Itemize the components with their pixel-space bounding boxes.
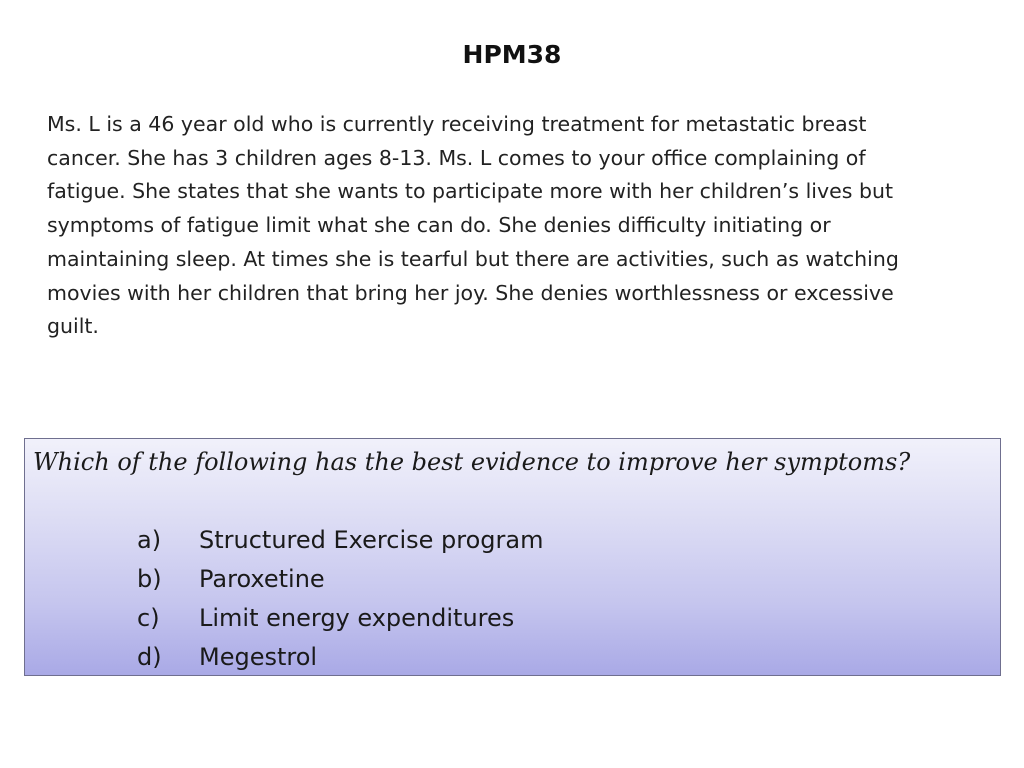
answer-option-d[interactable] — [137, 638, 543, 677]
option-text: Structured Exercise program — [199, 526, 544, 554]
case-description: Ms. L is a 46 year old who is currently receiving treatment for metastatic breast cancer. She has 3 children ages 8-13. Ms. L comes to your office complaining of fatigue. She states that she wants to participate more with her children’s lives but symptoms of fatigue limit what she can do. She denies difficulty initiating or maintaining sleep. At times she is tearful but there are activities, such as watching movies with her children that bring her joy. She denies worthlessness or excessive guilt. — [47, 112, 899, 339]
answer-option-a[interactable] — [137, 521, 543, 560]
option-text: Limit energy expenditures — [199, 604, 515, 632]
answer-option-b[interactable] — [137, 560, 543, 599]
answer-option-c[interactable] — [137, 599, 543, 638]
answer-options — [137, 521, 543, 677]
option-letter: b) — [137, 565, 162, 593]
question-stem: Which of the following has the best evidence to improve her symptoms? — [33, 448, 911, 476]
option-letter: a) — [137, 526, 162, 554]
option-text: Megestrol — [199, 643, 318, 671]
option-letter: d) — [137, 643, 162, 671]
slide-title: HPM38 — [462, 40, 562, 69]
option-letter: c) — [137, 604, 160, 632]
question-box — [24, 438, 1001, 676]
option-text: Paroxetine — [199, 565, 325, 593]
